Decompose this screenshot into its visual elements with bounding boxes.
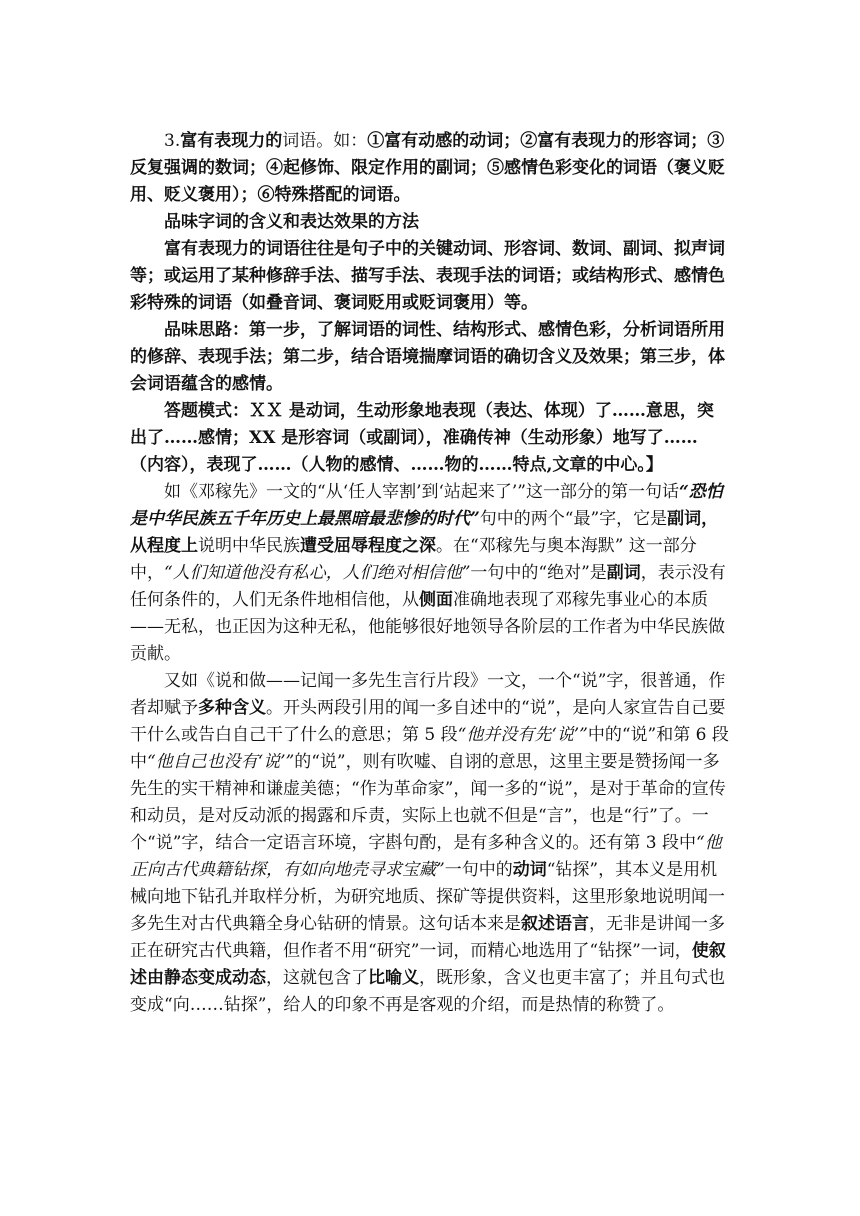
p7-bold-3: 叙述语言: [521, 914, 589, 934]
p7-text-3: 中的“说”和第 6 段中: [130, 725, 729, 772]
p6-text-4: 。在“邓稼先与奥本海默” 这一部分中，: [130, 536, 697, 583]
p6-text-7: 准确地表现了邓稼先事业心的本质——无私，也正因为这种无私，他能够很好地领导各阶层的工作者为中华民族做贡献。: [130, 590, 725, 664]
paragraph-4: 品味思路：第一步，了解词语的词性、结构形式、感情色彩，分析词语所用的修辞、表现手法；第二步，结合语境揣摩词语的确切含义及效果；第三步，体会词语蕴含的感情。: [130, 320, 725, 394]
p7-bold-5: 比喻义: [368, 968, 419, 988]
p6-bold-1: 副词，从程度上: [130, 509, 719, 556]
section-heading: 品味字词的含义和表达效果的方法: [164, 212, 419, 232]
p7-quote-2: “他自己也没有‘说’”: [147, 752, 295, 772]
p6-quote-1: “恐怕是中华民族五千年历史上最黑暗最悲惨的时代”: [130, 482, 723, 529]
p7-text-5: 一句中的: [444, 860, 513, 880]
p1-bold-1: 富有表现力的: [180, 131, 283, 151]
p6-quote-2: “人们知道他没有私心，人们绝对相信他”: [164, 563, 471, 583]
paragraph-3: 富有表现力的词语往往是句子中的关键动词、形容词、数词、副词、拟声词等；或运用了某种修辞手法、描写手法、表现手法的词语；或结构形式、感情色彩特殊的词语（如叠音词、褒词贬用或贬词褒用）等。: [130, 239, 725, 313]
p7-quote-1: “他并没有先‘说’”: [457, 725, 588, 745]
p6-bold-2: 遭受屈辱程度之深: [300, 536, 436, 556]
p6-text-1: 如《邓稼先》一文的“从‘任人宰割’到‘站起来了’”这一部分的第一句话: [164, 482, 679, 502]
p7-text-6: “钻探”，其本义是用机械向地下钻孔并取样分析，为研究地质、探矿等提供资料，这里形象地说明闻一多先生对古代典籍全身心钻研的情景。这句话本来是: [130, 860, 725, 934]
p7-bold-4: 使叙述由静态变成动态: [130, 941, 726, 988]
p7-text-8: ，这就包含了: [266, 968, 368, 988]
p6-text-3: 说明中华民族: [198, 536, 300, 556]
p6-text-6: ，表示没有任何条件的，人们无条件地相信他，从: [130, 563, 726, 610]
paragraph-6: [130, 479, 730, 668]
p6-text-2: 句中的两个“最”字，它是: [479, 509, 668, 529]
p1-num: 3.: [164, 131, 181, 151]
p7-bold-1: 多种含义: [198, 698, 266, 718]
paragraph-7: [130, 668, 730, 1019]
p7-text-4: 的“说”，则有吹嘘、自诩的意思，这里主要是赞扬闻一多先生的实干精神和谦虚美德；“作为革命家”，闻一多的“说”，是对于革命的宣传和动员，是对反动派的揭露和斥责，实际上也就不但是“言”，也是“行”了。一个“说”字，结合一定语言环境，字斟句酌，是有多种含义的。还有第 3 段中: [130, 752, 726, 853]
body-text: [130, 128, 730, 1019]
p7-quote-3: “他正向古代典籍钻探，有如向地壳寻求宝藏”: [130, 833, 722, 880]
p6-bold-3: 副词: [606, 563, 641, 583]
paragraph-1: [130, 128, 730, 209]
p7-text-9: ，既形象，含义也更丰富了；并且句式也变成“向……钻探”，给人的印象不再是客观的介绍，而是热情的称赞了。: [130, 968, 725, 1015]
p7-text-7: ，无非是讲闻一多正在研究古代典籍，但作者不用“研究”一词，而精心地选用了“钻探”一词，: [130, 914, 725, 961]
paragraph-5: 答题模式：ＸＸ 是动词，生动形象地表现（表达、体现）了……意思，突出了……感情；XX 是形容词（或副词），准确传神（生动形象）地写了……（内容），表现了……（人物的感情、……物的……特点,文章的中心。】: [130, 401, 714, 475]
p7-text-2: 。开头两段引用的闻一多自述中的“说”，是向人家宣告自己要干什么或告白自己干了什么的意思；第 5 段: [130, 698, 726, 745]
p1-text-1: 词语。如：: [282, 131, 368, 151]
p6-bold-4: 侧面: [419, 590, 453, 610]
p6-text-5: 一句中的“绝对”是: [470, 563, 607, 583]
p7-bold-2: 动词: [512, 860, 547, 880]
p1-bold-2: ①富有动感的动词；②富有表现力的形容词；③反复强调的数词；④起修饰、限定作用的副词；⑤感情色彩变化的词语（褒义贬用、贬义褒用）；⑥特殊搭配的词语。: [130, 131, 725, 205]
p7-text-1: 又如《说和做——记闻一多先生言行片段》一文，一个“说”字，很普通，作者却赋予: [130, 671, 726, 718]
